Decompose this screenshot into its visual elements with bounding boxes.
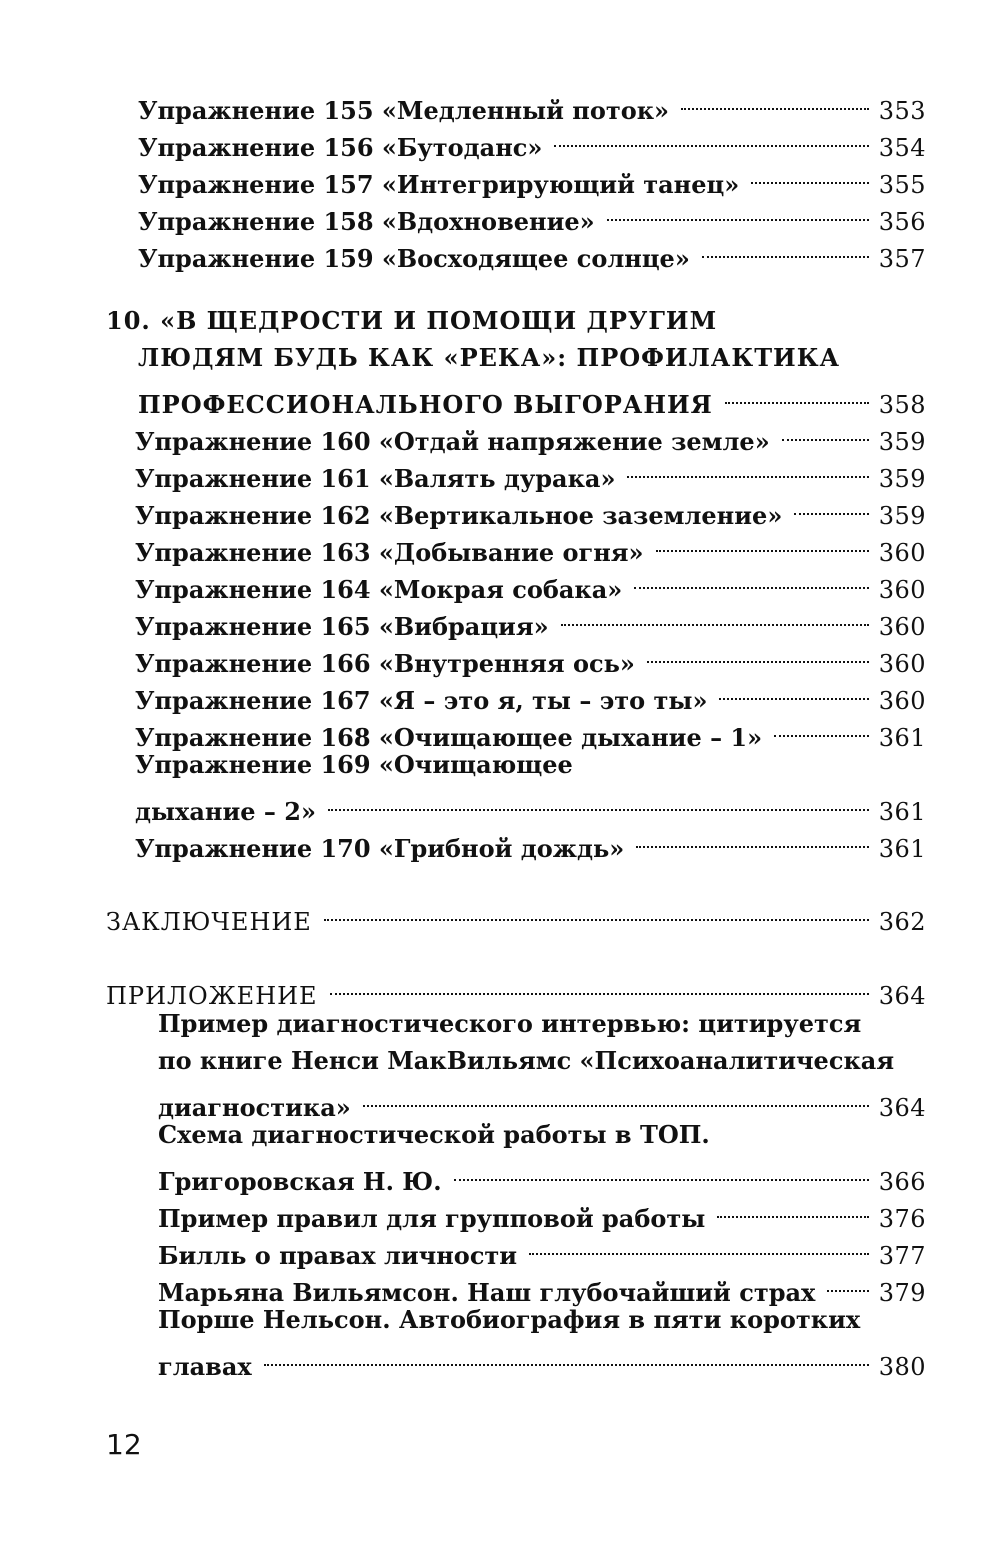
toc-entry-scheme-line1: Схема диагностической работы в ТОП.	[158, 1120, 710, 1149]
dot-leader	[782, 413, 869, 450]
toc-entry-title: Григоровская Н. Ю.	[158, 1167, 442, 1196]
dot-leader	[454, 1153, 869, 1190]
dot-leader	[774, 709, 869, 746]
dot-leader	[827, 1264, 868, 1301]
toc-entry-title: Упражнение 156 «Бутоданс»	[138, 133, 543, 162]
toc-entry-163	[135, 524, 926, 567]
toc-entry-title: Упражнение 167 «Я – это я, ты – это ты»	[135, 686, 708, 715]
toc-entry-168	[135, 709, 926, 752]
toc-entry-161	[135, 450, 926, 493]
toc-entry-157	[138, 156, 926, 199]
toc-entry-appendix	[106, 967, 926, 1010]
toc-entry-page: 361	[878, 798, 926, 826]
toc-entry-title: Упражнение 162 «Вертикальное заземление»	[135, 501, 783, 530]
dot-leader	[656, 524, 869, 561]
dot-leader	[328, 783, 869, 820]
toc-entry-title: Упражнение 157 «Интегрирующий танец»	[138, 170, 740, 199]
toc-entry-interview-line2: по книге Ненси МакВильямс «Психоаналитическая	[158, 1046, 895, 1075]
toc-entry-page: 360	[878, 613, 926, 641]
toc-entry-title: Упражнение 159 «Восходящее солнце»	[138, 244, 690, 273]
toc-entry-scheme	[158, 1153, 926, 1196]
toc-entry-interview-line1: Пример диагностического интервью: цитируется	[158, 1009, 862, 1038]
toc-entry-title: главах	[158, 1352, 252, 1381]
toc-entry-title: Упражнение 155 «Медленный поток»	[138, 96, 670, 125]
dot-leader	[717, 1190, 868, 1227]
dot-leader	[725, 376, 869, 413]
toc-entry-title: Билль о правах личности	[158, 1241, 518, 1270]
dot-leader	[634, 561, 868, 598]
toc-entry-page: 358	[878, 391, 926, 419]
toc-entry-page: 379	[878, 1279, 926, 1307]
toc-entry-158	[138, 193, 926, 236]
toc-entry-page: 357	[878, 245, 926, 273]
dot-leader	[324, 893, 869, 930]
toc-entry-page: 360	[878, 650, 926, 678]
toc-entry-160	[135, 413, 926, 456]
chapter-10-heading-line1: 10. «В ЩЕДРОСТИ И ПОМОЩИ ДРУГИМ	[106, 306, 718, 335]
toc-entry-164	[135, 561, 926, 604]
dot-leader	[681, 82, 869, 119]
toc-entry-page: 361	[878, 724, 926, 752]
dot-leader	[647, 635, 869, 672]
toc-entry-162	[135, 487, 926, 530]
toc-entry-title: Упражнение 163 «Добывание огня»	[135, 538, 644, 567]
toc-entry-chapter-10	[138, 376, 926, 419]
toc-entry-page: 359	[878, 502, 926, 530]
toc-entry-page: 354	[878, 134, 926, 162]
toc-entry-166	[135, 635, 926, 678]
toc-entry-title: ПРОФЕССИОНАЛЬНОГО ВЫГОРАНИЯ	[138, 390, 713, 419]
toc-entry-page: 362	[878, 908, 926, 936]
toc-entry-page: 364	[878, 982, 926, 1010]
toc-entry-williamson	[158, 1264, 926, 1307]
toc-entry-169	[135, 783, 926, 826]
toc-entry-title: Марьяна Вильямсон. Наш глубочайший страх	[158, 1278, 816, 1307]
toc-entry-page: 377	[878, 1242, 926, 1270]
dot-leader	[702, 230, 869, 267]
toc-entry-167	[135, 672, 926, 715]
dot-leader	[330, 967, 869, 1004]
toc-entry-title: ПРИЛОЖЕНИЕ	[106, 982, 318, 1010]
toc-entry-bill	[158, 1227, 926, 1270]
dot-leader	[529, 1227, 869, 1264]
dot-leader	[751, 156, 868, 193]
toc-entry-title: Упражнение 170 «Грибной дождь»	[135, 834, 625, 863]
toc-entry-page: 360	[878, 576, 926, 604]
toc-entry-title: Упражнение 166 «Внутренняя ось»	[135, 649, 635, 678]
toc-entry-page: 359	[878, 428, 926, 456]
dot-leader	[607, 193, 869, 230]
toc-entry-title: дыхание – 2»	[135, 797, 316, 826]
chapter-10-heading-line2: ЛЮДЯМ БУДЬ КАК «РЕКА»: ПРОФИЛАКТИКА	[138, 343, 841, 372]
toc-entry-page: 376	[878, 1205, 926, 1233]
toc-entry-nelson-line1: Порше Нельсон. Автобиография в пяти коротких	[158, 1305, 861, 1334]
toc-entry-169-line1: Упражнение 169 «Очищающее	[135, 750, 573, 779]
toc-entry-page: 356	[878, 208, 926, 236]
dot-leader	[627, 450, 868, 487]
page-number: 12	[106, 1428, 142, 1461]
toc-entry-rules	[158, 1190, 926, 1233]
toc-entry-title: Упражнение 160 «Отдай напряжение земле»	[135, 427, 770, 456]
toc-entry-page: 361	[878, 835, 926, 863]
toc-entry-page: 359	[878, 465, 926, 493]
toc-entry-170	[135, 820, 926, 863]
toc-entry-title: Упражнение 168 «Очищающее дыхание – 1»	[135, 723, 763, 752]
toc-entry-interview	[158, 1079, 926, 1122]
toc-entry-nelson	[158, 1338, 926, 1381]
dot-leader	[794, 487, 868, 524]
toc-entry-page: 353	[878, 97, 926, 125]
dot-leader	[719, 672, 868, 709]
toc-entry-conclusion	[106, 893, 926, 936]
toc-entry-page: 360	[878, 539, 926, 567]
toc-entry-title: ЗАКЛЮЧЕНИЕ	[106, 908, 312, 936]
toc-entry-165	[135, 598, 926, 641]
toc-entry-title: диагностика»	[158, 1093, 351, 1122]
toc-entry-title: Упражнение 165 «Вибрация»	[135, 612, 549, 641]
toc-entry-title: Упражнение 158 «Вдохновение»	[138, 207, 595, 236]
toc-entry-156	[138, 119, 926, 162]
toc-entry-page: 366	[878, 1168, 926, 1196]
dot-leader	[264, 1338, 869, 1375]
toc-entry-page: 364	[878, 1094, 926, 1122]
toc-entry-title: Упражнение 161 «Валять дурака»	[135, 464, 616, 493]
dot-leader	[554, 119, 868, 156]
toc-entry-title: Пример правил для групповой работы	[158, 1204, 706, 1233]
dot-leader	[636, 820, 868, 857]
toc-entry-page: 355	[878, 171, 926, 199]
toc-entry-page: 380	[878, 1353, 926, 1381]
toc-entry-155	[138, 82, 926, 125]
dot-leader	[363, 1079, 869, 1116]
toc-entry-title: Упражнение 164 «Мокрая собака»	[135, 575, 623, 604]
toc-entry-page: 360	[878, 687, 926, 715]
toc-entry-159	[138, 230, 926, 273]
dot-leader	[561, 598, 869, 635]
